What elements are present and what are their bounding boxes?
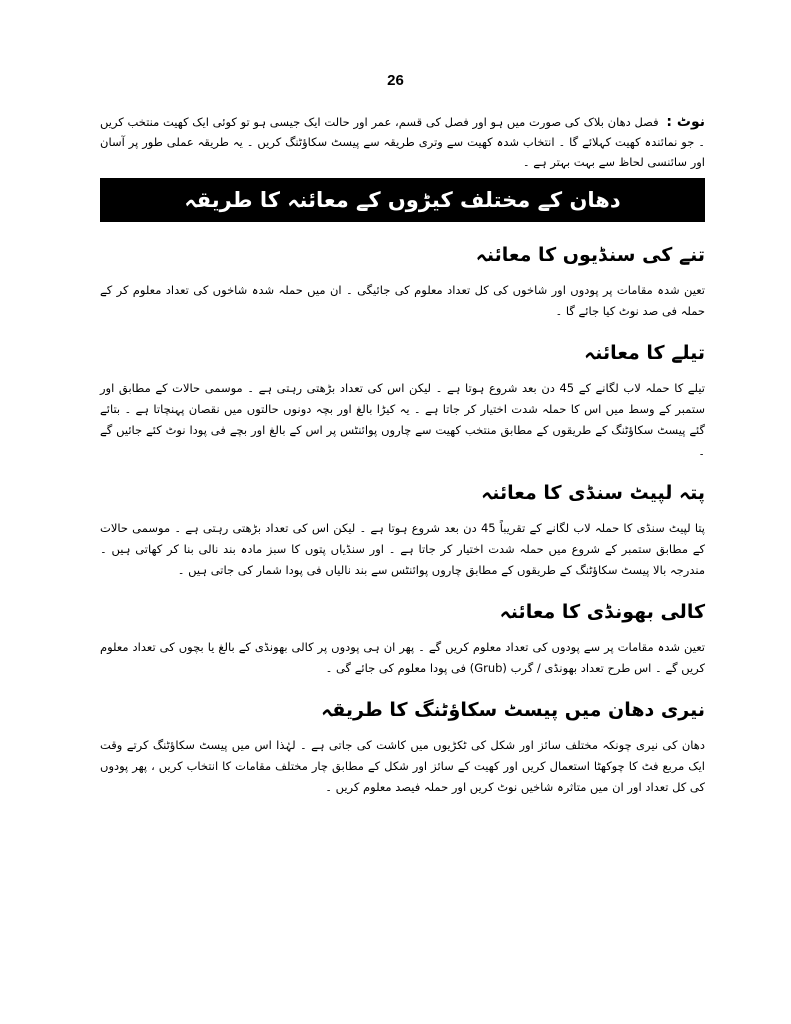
page-content xyxy=(100,112,705,816)
heading-plant-hopper: تیلے کا معائنہ xyxy=(584,342,705,364)
paragraph-nursery-scouting: دھان کی نیری چونکہ مختلف سائز اور شکل کی ٹکڑیوں میں کاشت کی جاتی ہے ۔ لہٰذا اس میں پیسٹ سکاؤٹنگ کرتے وقت ایک مربع فٹ کا چوکھٹا استعمال کریں اور کھیت کے سائز اور شکل کے مطابق چار مختلف مقامات کا انتخاب کریں ، پھر پودوں کی کل تعداد اور ان میں متاثرہ شاخیں نوٹ کریں اور حملہ فیصد معلوم کریں ۔ xyxy=(100,738,705,794)
page-number: 26 xyxy=(387,72,404,89)
note-text: فصل دھان بلاک کی صورت میں ہو اور فصل کی قسم، عمر اور حالت ایک جیسی ہو تو کوئی ایک کھیت منتخب کریں ۔ جو نمائندہ کھیت کہلائے گا ۔ انتخاب شدہ کھیت سے وتری طریقہ سے پیسٹ سکاؤٹنگ کریں ۔ یہ طریقہ عملی طور پر آسان اور سائنسی لحاظ سے بہت بہتر ہے ۔ xyxy=(100,115,705,169)
paragraph-stem-borer: تعین شدہ مقامات پر پودوں اور شاخوں کی کل تعداد معلوم کی جائیگی ۔ ان میں حملہ شدہ شاخوں کی تعداد معلوم کر کے حملہ فی صد نوٹ کیا جائے گا ۔ xyxy=(100,283,705,318)
heading-nursery-scouting: نیری دھان میں پیسٹ سکاؤٹنگ کا طریقہ xyxy=(321,699,705,721)
heading-stem-borer: تنے کی سنڈیوں کا معائنہ xyxy=(475,244,705,266)
section-banner: دھان کے مختلف کیڑوں کے معائنہ کا طریقہ xyxy=(100,178,705,222)
paragraph-plant-hopper: تیلے کا حملہ لاب لگانے کے 45 دن بعد شروع ہوتا ہے ۔ لیکن اس کی تعداد بڑھتی رہتی ہے ۔ موسمی حالات کے مطابق اور ستمبر کے وسط میں اس کا حملہ شدت اختیار کر جاتا ہے ۔ یہ کیڑا بالغ اور بچہ دونوں حالتوں میں نقصان پہنچاتا ہے ۔ بتائے گئے پیسٹ سکاؤٹنگ کے طریقوں کے مطابق منتخب کھیت سے چاروں پوائنٹس پر اس کے بالغ اور بچے فی پودا نوٹ کئے جائیں گے ۔ xyxy=(100,381,706,458)
heading-black-beetle: کالی بھونڈی کا معائنہ xyxy=(499,601,705,623)
note-paragraph xyxy=(100,112,705,172)
note-label: نوٹ : xyxy=(666,114,706,130)
heading-leaf-folder: پتہ لپیٹ سنڈی کا معائنہ xyxy=(481,482,705,504)
paragraph-black-beetle: تعین شدہ مقامات پر سے پودوں کی تعداد معلوم کریں گے ۔ پھر ان ہی پودوں پر کالی بھونڈی کے بالغ یا بچوں کی تعداد معلوم کریں گے ۔ اس طرح تعداد بھونڈی / گرب (Grub) فی پودا معلوم کی جائے گی ۔ xyxy=(100,640,705,675)
paragraph-leaf-folder: پتا لپیٹ سنڈی کا حملہ لاب لگانے کے تقریباً 45 دن بعد شروع ہوتا ہے ۔ لیکن اس کی تعداد بڑھتی رہتی ہے ۔ موسمی حالات کے مطابق ستمبر کے شروع میں حملہ شدت اختیار کر جاتا ہے ۔ اور سنڈیاں پتوں کا سبز مادہ بند نالی بنا کر کھاتی ہیں ۔ مندرجہ بالا پیسٹ سکاؤٹنگ کے طریقوں کے مطابق چاروں پوائنٹس سے بند نالیاں فی پودا شمار کی جاتی ہیں ۔ xyxy=(100,521,705,577)
